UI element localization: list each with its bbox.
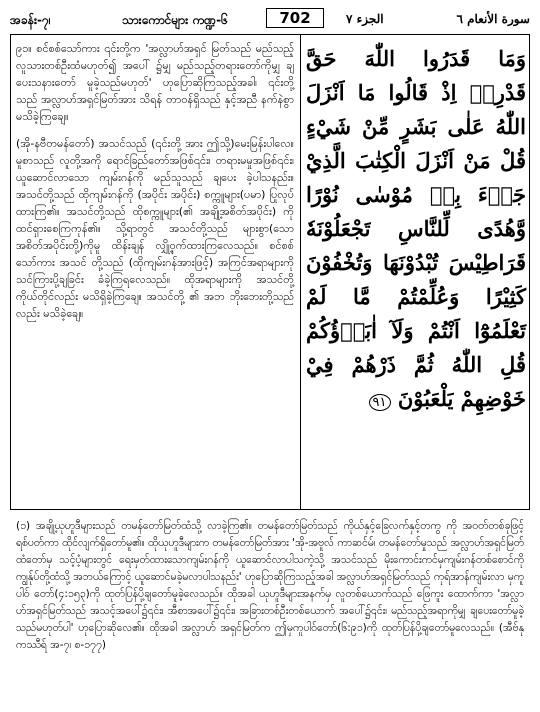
chapter-label: အခန်း-၇၊	[10, 13, 51, 27]
translation-paragraph: (အို-နဗီတမန်တော်) အသင်သည် (၎င်းတို့ အား ဤသို့)မေးမြန်းပါလေ။ မူစာသည် လူတို့အကို ရောင်ခြည်တော်အဖြစ်၎င်း၊ တရားမမှုအဖြစ်၎င်း၊ ယူဆောင်လာသော ကျမ်းဂန်ကို မည်သူသည် ချပေး ခဲ့ပါသနည်း။ အသင်တို့သည် ထိုကျမ်းဂန်ကို (အပိုင်း အပိုင်း) စက္ကူများ(ပမာ) ပြုလုပ်ထားကြ၏။ အသင်တို့သည် ထိုစက္ကူများ(၏ အချို့အစိတ်အပိုင်း) ကိုထင်ရှားစေကြကုန်၏။ သို့ရာတွင် အသင်တို့သည် များစွာ(သော အစိတ်အပိုင်းတို့)ကိုမူ ထိန်းချန် လျှို့ဝှက်ထားကြလေသည်။ စင်စစ်သော်ကား အသင် တို့သည် (ထိုကျမ်းဂန်အားဖြင့်) အကြင်အရာများကို သင်ကြားပို့ချခြင်း ခံခဲ့ကြရလေသည်။ ထိုအရာများကို အသင်တို့ ကိုယ်တိုင်လည်း မသိရှိခဲ့ကြချေ။ အသင်တို့ ၏ အဘ ဘိုးဘေးတို့သည်လည်း မသိခဲ့ချေ။	[16, 137, 294, 320]
surah-label: سورة الأنعام ٦	[456, 12, 530, 26]
column-divider	[300, 34, 301, 510]
arabic-verse-column	[306, 42, 526, 420]
juz-label: الجزء ٧	[346, 12, 384, 26]
footnote	[16, 518, 524, 654]
footnote-text: (၁) အချို့ယုဟူဒီများသည် တမန်တော်မြတ်ထံသို့ လာခဲ့ကြ၏။ တမန်တော်မြတ်သည် ကိုယ်နှင့်ခြေလက်နှင့်တကွ ကို အဝတ်တစ်ခုဖြင့်ရစ်ပတ်ကာ ထိုင်လျက်ရှိတော်မူ၏။ ထိုယုဟူဒီများက တမန်တော်မြတ်အား 'အို-အဗူလ် ကာဆင်မ်၊ တမန်တော်မှုသည် အလ္လာဟ်အရှင်မြတ်ထံတော်မှ သင့်ပံ့များတွင် ရေးမှတ်ထားသောကျမ်းဂန်ကို ယူဆောင်လာပါသကဲ့သို့ အသင်သည် မိုးကောင်းကင်မှကျမ်းဂန်တစ်စောင်ကို ကျွန်ုပ်တို့ထံသို့ အဘယ်ကြောင့် ယူဆောင်မခဲ့မလာပါသနည်း' ဟုပြောဆိုကြသည့်အခါ အလ္လာဟ်အရှင်မြတ်သည် ကုရ်အာန်ကျမ်းလာ မှကူပါဝ် တော်(၄:၁၅၃)ကို ထုတ်ပြန်ပို့ချတော်မူခဲ့လေသည်။ ထိုအခါ ယုဟူဒီများအနက်မှ လူတစ်ယောက်သည် ဖြေကူး ထောက်ကာ 'အလ္လာဟ်အရှင်မြတ်သည် အသင့်အပေါ်၌၎င်း၊ အီစာအပေါ်၌၎င်း၊ အခြားတစ်ဦးတစ်ယောက် အပေါ်၌၎င်း၊ မည်သည့်အရာကိုမျှ ချပေးတော်မူခဲ့သည်မဟုတ်ပါ' ဟုပြောဆိုလေ၏။ ထိုအခါ အလ္လာဟ် အရှင်မြတ်က ဤမှကူပါဝ်တော်(၆:၉၁)ကို ထုတ်ပြန်ပို့ချတော်မူလေသည်။ (အီဗ်နုကဿီရ် အ-၇၊ စ-၁၇၇)	[16, 520, 524, 651]
translation-paragraph: ၉၁။ စင်စစ်သော်ကား ၎င်းတို့က 'အလ္လာဟ်အရှင် မြတ်သည် မည်သည့်လူသားတစ်ဦးထံမဟုတ်၍ အပေါ် ၌မျှ မည်သည့်တရားတော်ကိုမျှ ချပေးသနားတော် မူခဲ့သည်မဟုတ်' ဟုပြောဆိုကြသည့်အခါ၊ ၎င်းတို့ သည် အလ္လာဟ်အရှင်မြတ်အား သိရန် တာဝန်ရှိသည် နှင့်အညီ နက်နဲစွာမသိခဲ့ကြချေ။	[16, 42, 294, 123]
page-number: 702	[266, 8, 324, 28]
page-header	[10, 8, 530, 30]
arabic-verse-text: وَمَا قَدَرُوا اللّٰهَ حَقَّ قَدْرِهٖ اِذْ قَالُوا مَا اَنْزَلَ اللّٰهُ عَلٰى بَشَرٍ مِّنْ شَيْءٍ قُلْ مَنْ اَنْزَلَ الْكِتٰبَ الَّذِيْ جَاۤءَ بِهٖ مُوْسٰى نُوْرًا وَّهُدًى لِّلنَّاسِ تَجْعَلُوْنَهٗ قَرَاطِيْسَ تُبْدُوْنَهَا وَتُخْفُوْنَ كَثِيْرًا وَعُلِّمْتُمْ مَّا لَمْ تَعْلَمُوْٓا اَنْتُمْ وَلَآ اٰبَاۤؤُكُمْ قُلِ اللّٰهُ ثُمَّ ذَرْهُمْ فِيْ خَوْضِهِمْ يَلْعَبُوْنَ	[306, 46, 526, 411]
translation-column	[16, 40, 294, 332]
ayah-number-marker: ٩١	[369, 394, 391, 411]
section-label: သားကောင်များ ကဏ္ဍ-၆	[122, 13, 228, 27]
